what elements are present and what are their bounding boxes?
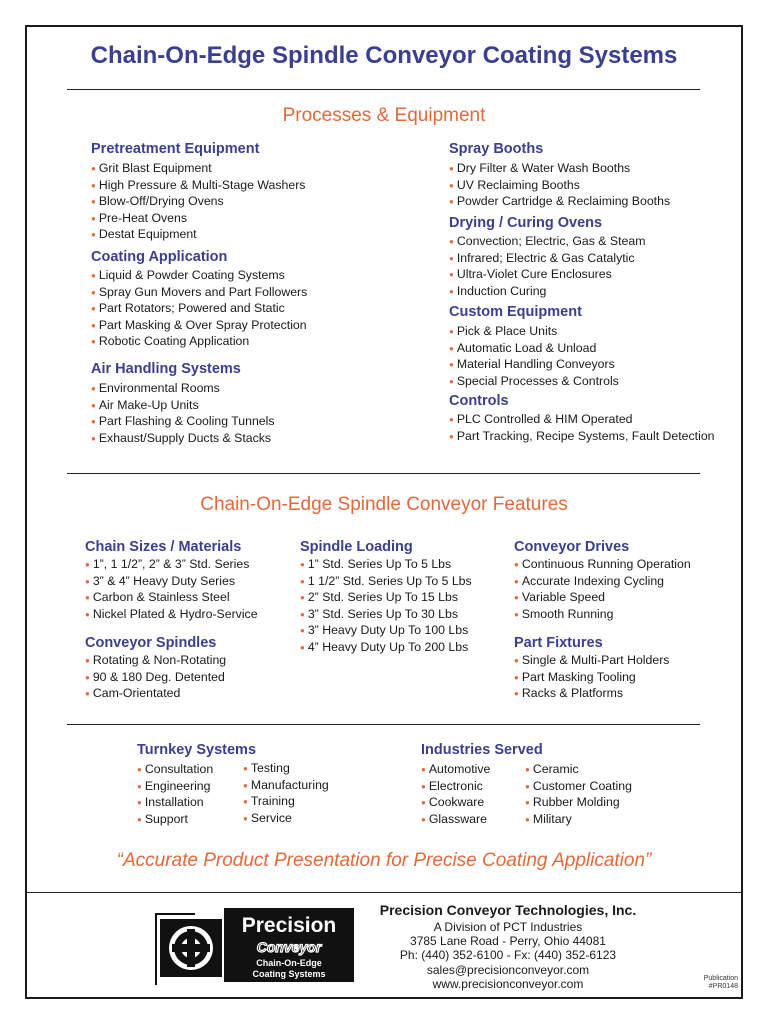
spray-title: Spray Booths xyxy=(449,141,544,157)
list-item: ● PLC Controlled & HIM Operated xyxy=(449,412,715,429)
logo-line3: Chain-On-Edge xyxy=(256,958,322,968)
custom-list xyxy=(449,324,619,390)
gear-icon xyxy=(155,913,222,985)
list-item: ● 3” Std. Series Up To 30 Lbs xyxy=(300,607,472,624)
list-item: ● 90 & 180 Deg. Detented xyxy=(85,670,226,687)
processes-heading: Processes & Equipment xyxy=(282,105,486,126)
spray-list xyxy=(449,161,670,211)
list-item: ● Accurate Indexing Cycling xyxy=(514,574,691,591)
company-phone: Ph: (440) 352-6100 - Fx: (440) 352-6123 xyxy=(399,948,617,963)
company-info xyxy=(348,900,668,991)
list-item: ● Pick & Place Units xyxy=(449,324,619,341)
list-item: ● Special Processes & Controls xyxy=(449,374,619,391)
list-item: ● 3” Heavy Duty Up To 100 Lbs xyxy=(300,623,472,640)
section-divider xyxy=(67,473,700,474)
list-item: ● Carbon & Stainless Steel xyxy=(85,590,258,607)
list-item: ● Automatic Load & Unload xyxy=(449,341,619,358)
spindles-title: Conveyor Spindles xyxy=(85,635,217,651)
list-item: ● Material Handling Conveyors xyxy=(449,357,619,374)
footer-divider xyxy=(27,892,741,893)
list-item: ● 3” & 4” Heavy Duty Series xyxy=(85,574,258,591)
drying-title: Drying / Curing Ovens xyxy=(449,215,603,231)
tagline-quote: “Accurate Product Presentation for Precise Coating Application” xyxy=(116,850,652,871)
features-heading: Chain-On-Edge Spindle Conveyor Features xyxy=(200,494,568,515)
drying-list xyxy=(449,234,645,300)
company-website[interactable]: www.precisionconveyor.com xyxy=(432,976,584,991)
list-item: ● Military xyxy=(525,812,632,829)
company-address: 3785 Lane Road - Perry, Ohio 44081 xyxy=(410,934,606,949)
air-title: Air Handling Systems xyxy=(91,361,241,377)
publication-code xyxy=(704,975,738,991)
list-item: ● Ceramic xyxy=(525,762,632,779)
list-item: ● Continuous Running Operation xyxy=(514,557,691,574)
list-item: ● Part Flashing & Cooling Tunnels xyxy=(91,414,275,431)
list-item: ● Cookware xyxy=(421,795,490,812)
turnkey-title: Turnkey Systems xyxy=(137,742,257,758)
turnkey-list-2 xyxy=(243,761,329,827)
fixtures-title: Part Fixtures xyxy=(514,635,603,651)
list-item: ● Convection; Electric, Gas & Steam xyxy=(449,234,645,251)
list-item: ● Ultra-Violet Cure Enclosures xyxy=(449,267,645,284)
logo-line1: Precision xyxy=(241,914,337,937)
list-item: ● Dry Filter & Water Wash Booths xyxy=(449,161,670,178)
drives-list xyxy=(514,557,691,623)
list-item: ● Powder Cartridge & Reclaiming Booths xyxy=(449,194,670,211)
list-item: ● Grit Blast Equipment xyxy=(91,161,305,178)
list-item: ● Cam-Orientated xyxy=(85,686,226,703)
list-item: ● Testing xyxy=(243,761,329,778)
list-item: ● Nickel Plated & Hydro-Service xyxy=(85,607,258,624)
list-item: ● Pre-Heat Ovens xyxy=(91,211,305,228)
list-item: ● Single & Multi-Part Holders xyxy=(514,653,669,670)
industries-title: Industries Served xyxy=(421,742,543,758)
list-item: ● UV Reclaiming Booths xyxy=(449,178,670,195)
list-item: ● High Pressure & Multi-Stage Washers xyxy=(91,178,305,195)
title-divider xyxy=(67,89,700,90)
list-item: ● Racks & Platforms xyxy=(514,686,669,703)
list-item: ● Induction Curing xyxy=(449,284,645,301)
list-item: ● Air Make-Up Units xyxy=(91,398,275,415)
list-item: ● Rubber Molding xyxy=(525,795,632,812)
list-item: ● 1” Std. Series Up To 5 Lbs xyxy=(300,557,472,574)
publication-number: #PR0148 xyxy=(708,983,738,990)
logo-line4: Coating Systems xyxy=(252,969,326,979)
controls-list xyxy=(449,412,715,445)
list-item: ● 1 1/2” Std. Series Up To 5 Lbs xyxy=(300,574,472,591)
custom-title: Custom Equipment xyxy=(449,304,582,320)
list-item: ● Robotic Coating Application xyxy=(91,334,307,351)
air-list xyxy=(91,381,275,447)
list-item: ● Consultation xyxy=(137,762,213,779)
industries-list-1 xyxy=(421,762,490,828)
features-divider xyxy=(67,724,700,725)
list-item: ● Part Masking Tooling xyxy=(514,670,669,687)
drives-title: Conveyor Drives xyxy=(514,539,630,555)
list-item: ● Service xyxy=(243,811,329,828)
list-item: ● Glassware xyxy=(421,812,490,829)
list-item: ● Automotive xyxy=(421,762,490,779)
fixtures-list xyxy=(514,653,669,703)
list-item: ● Infrared; Electric & Gas Catalytic xyxy=(449,251,645,268)
turnkey-list-1 xyxy=(137,762,213,828)
list-item: ● Spray Gun Movers and Part Followers xyxy=(91,285,307,302)
pretreatment-title: Pretreatment Equipment xyxy=(91,141,260,157)
list-item: ● Exhaust/Supply Ducts & Stacks xyxy=(91,431,275,448)
publication-label: Publication xyxy=(703,975,738,982)
list-item: ● Smooth Running xyxy=(514,607,691,624)
industries-list-2 xyxy=(525,762,632,828)
logo-line2: Conveyor xyxy=(256,939,322,955)
list-item: ● Environmental Rooms xyxy=(91,381,275,398)
coating-list xyxy=(91,268,307,351)
coating-title: Coating Application xyxy=(91,249,228,265)
controls-title: Controls xyxy=(449,393,509,409)
list-item: ● Destat Equipment xyxy=(91,227,305,244)
company-name: Precision Conveyor Technologies, Inc. xyxy=(379,902,637,918)
list-item: ● 4” Heavy Duty Up To 200 Lbs xyxy=(300,640,472,657)
chain-title: Chain Sizes / Materials xyxy=(85,539,242,555)
pretreatment-list xyxy=(91,161,305,244)
list-item: ● Part Rotators; Powered and Static xyxy=(91,301,307,318)
company-division: A Division of PCT Industries xyxy=(433,920,583,934)
list-item: ● Support xyxy=(137,812,213,829)
list-item: ● Installation xyxy=(137,795,213,812)
list-item: ● Training xyxy=(243,794,329,811)
precision-conveyor-logo xyxy=(152,905,357,987)
list-item: ● Electronic xyxy=(421,779,490,796)
list-item: ● 2” Std. Series Up To 15 Lbs xyxy=(300,590,472,607)
list-item: ● Part Tracking, Recipe Systems, Fault Detection xyxy=(449,429,715,446)
loading-list xyxy=(300,557,472,656)
list-item: ● Blow-Off/Drying Ovens xyxy=(91,194,305,211)
list-item: ● Liquid & Powder Coating Systems xyxy=(91,268,307,285)
chain-list xyxy=(85,557,258,623)
list-item: ● Manufacturing xyxy=(243,778,329,795)
spindles-list xyxy=(85,653,226,703)
company-email[interactable]: sales@precisionconveyor.com xyxy=(426,962,590,977)
list-item: ● Variable Speed xyxy=(514,590,691,607)
loading-title: Spindle Loading xyxy=(300,539,413,555)
list-item: ● Rotating & Non-Rotating xyxy=(85,653,226,670)
list-item: ● Engineering xyxy=(137,779,213,796)
list-item: ● 1”, 1 1/2”, 2” & 3” Std. Series xyxy=(85,557,258,574)
list-item: ● Part Masking & Over Spray Protection xyxy=(91,318,307,335)
page-title: Chain-On-Edge Spindle Conveyor Coating Systems xyxy=(90,42,678,69)
list-item: ● Customer Coating xyxy=(525,779,632,796)
